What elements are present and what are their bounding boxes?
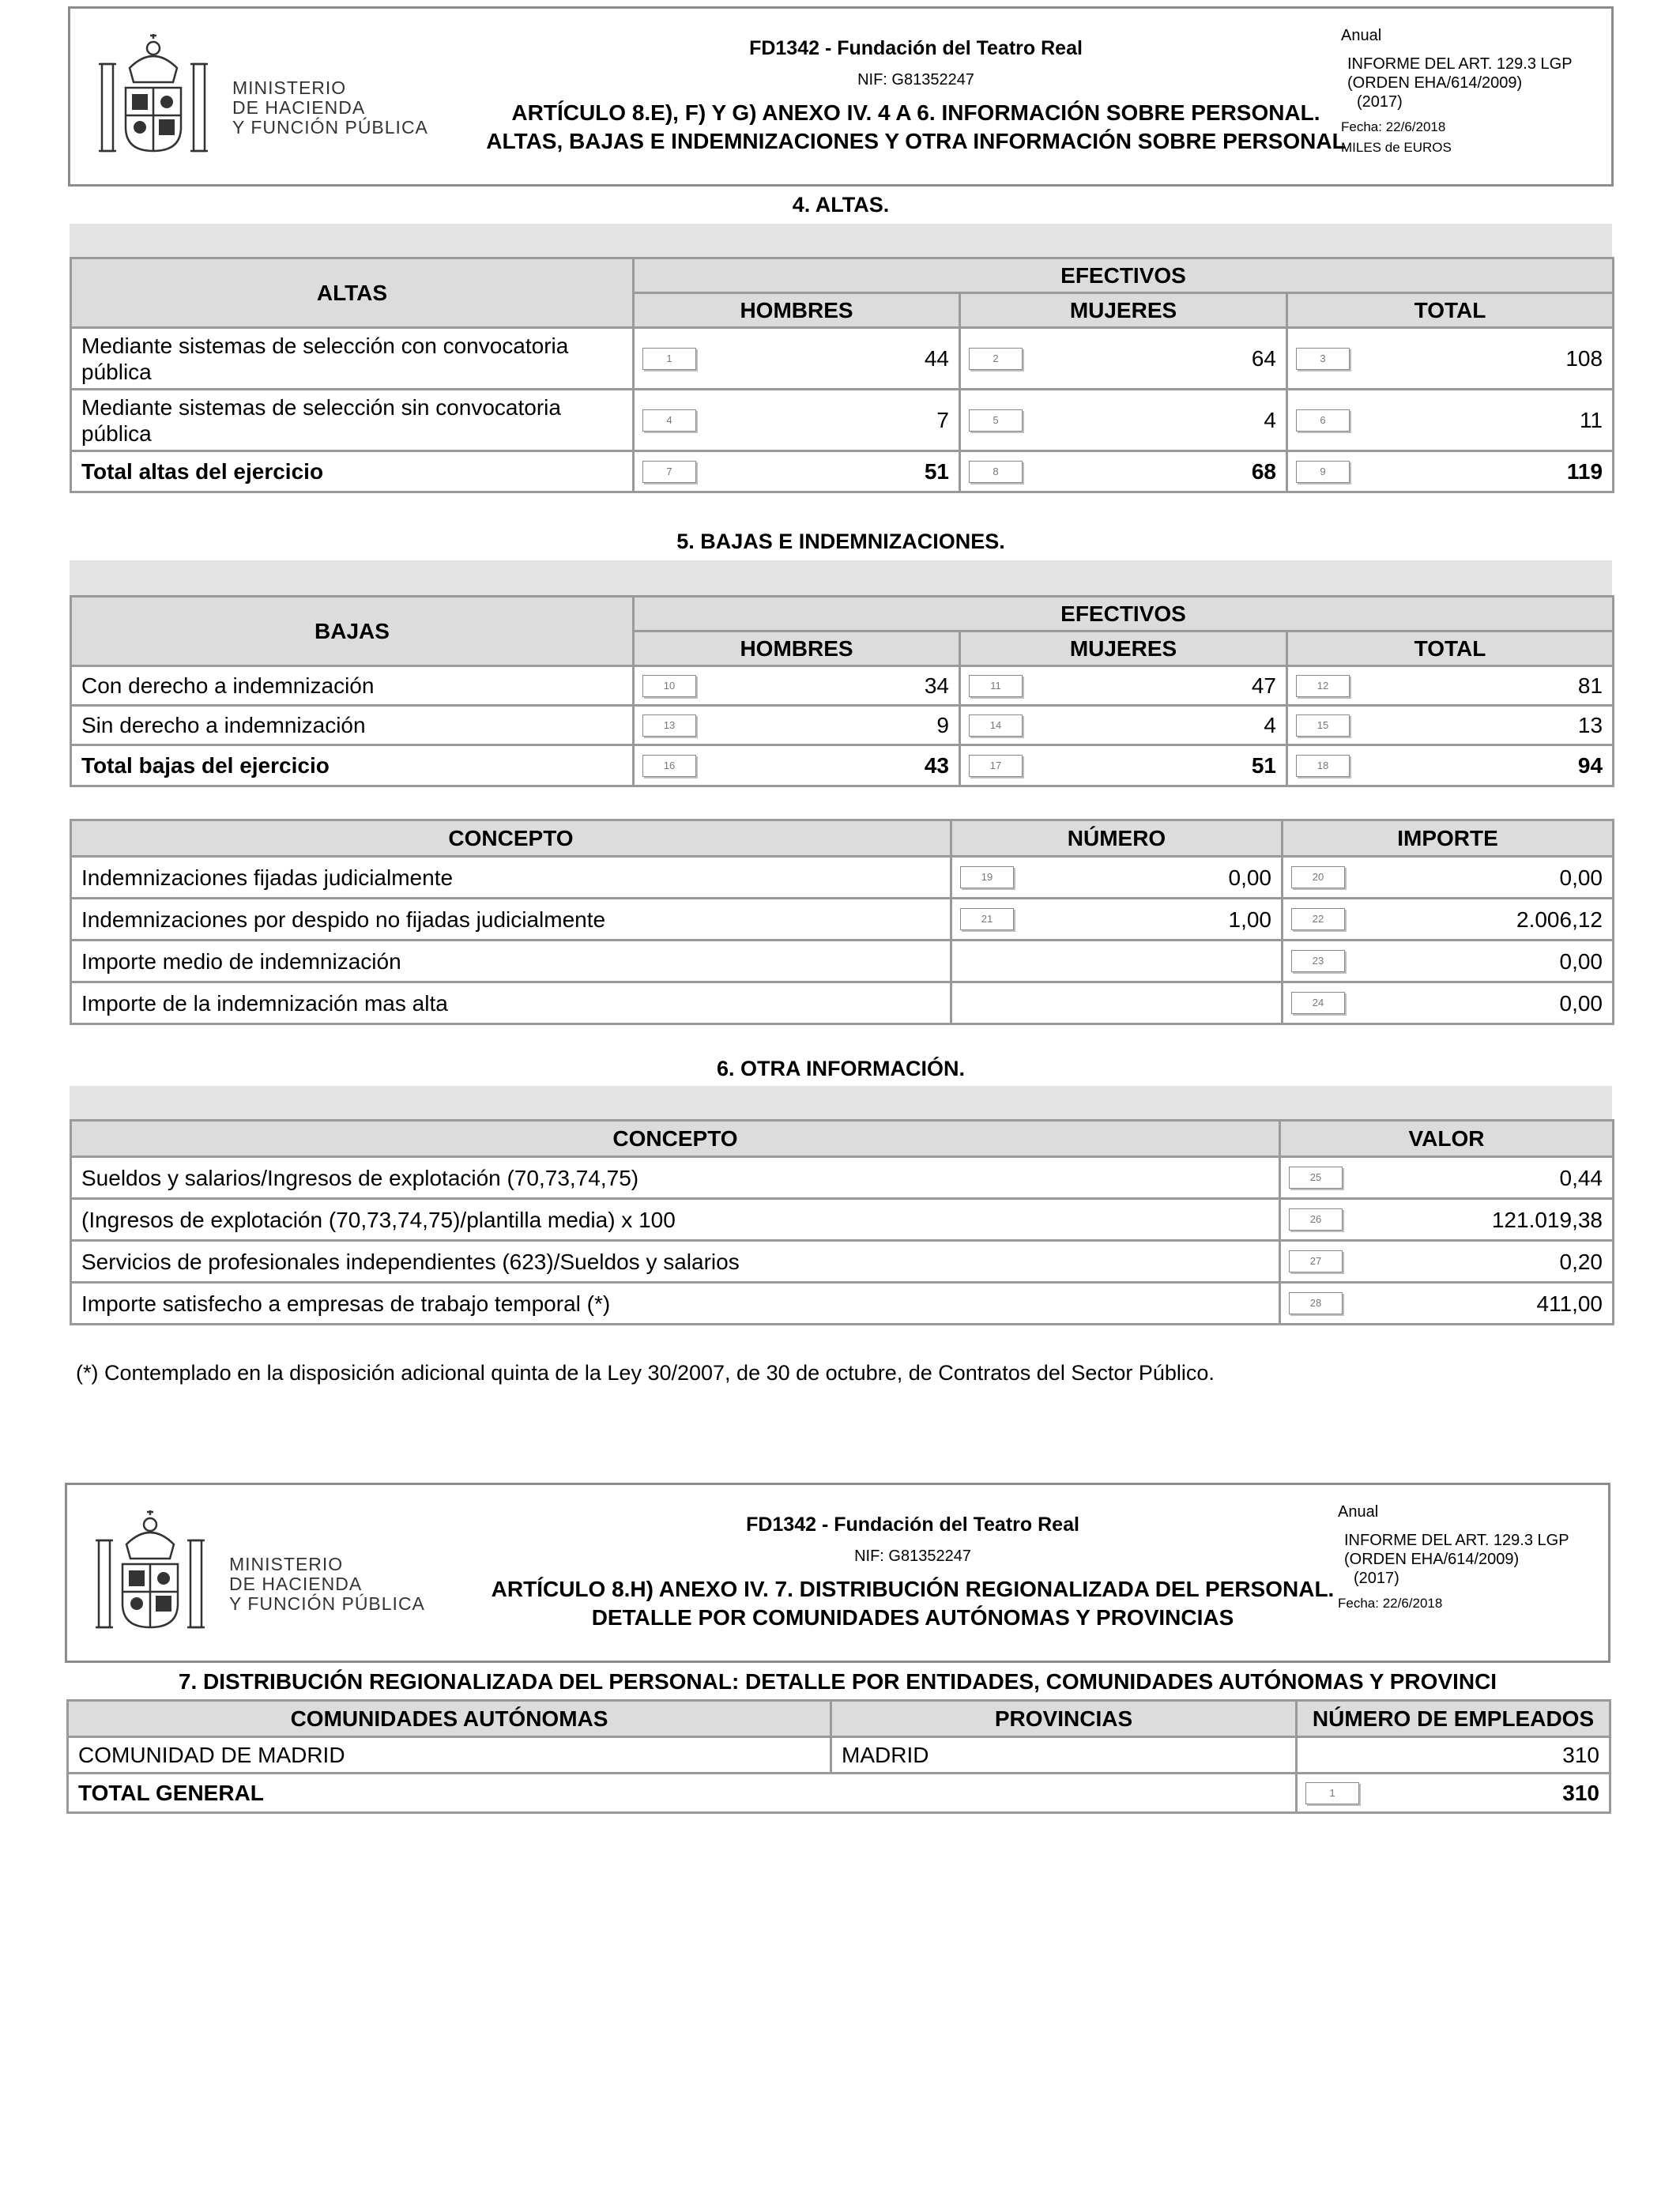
report-title-line2: DETALLE POR COMUNIDADES AUTÓNOMAS Y PROVINCIAS xyxy=(591,1605,1234,1630)
report-ref-1: INFORME DEL ART. 129.3 LGP xyxy=(1344,1532,1569,1549)
value: 0,20 xyxy=(1559,1249,1603,1274)
otra-section-title: 6. OTRA INFORMACIÓN. xyxy=(717,1057,965,1080)
coat-of-arms-logo xyxy=(91,1509,209,1635)
report-header-2 xyxy=(65,1483,1610,1663)
cell-empleados: 310 xyxy=(1297,1737,1610,1774)
col-comunidades: COMUNIDADES AUTÓNOMAS xyxy=(68,1701,831,1737)
periodicity: Anual xyxy=(1341,27,1382,44)
report-title-line1: ARTÍCULO 8.H) ANEXO IV. 7. DISTRIBUCIÓN REGIONALIZADA DEL PERSONAL. xyxy=(491,1577,1335,1601)
altas-band xyxy=(70,224,1612,257)
field-number-box: 12 xyxy=(1296,675,1350,697)
total-row xyxy=(68,1774,1610,1813)
table-row xyxy=(71,328,1614,390)
col-importe: IMPORTE xyxy=(1283,820,1614,857)
field-number-box: 17 xyxy=(969,755,1023,777)
value: 0,44 xyxy=(1559,1165,1603,1190)
value-total: 11 xyxy=(1579,408,1603,432)
col-concepto: CONCEPTO xyxy=(71,820,951,857)
value-importe: 2.006,12 xyxy=(1516,907,1603,932)
table-row xyxy=(71,706,1614,745)
row-label: Importe medio de indemnización xyxy=(71,941,951,982)
regional-section-title: 7. DISTRIBUCIÓN REGIONALIZADA DEL PERSONAL: DETALLE POR ENTIDADES, COMUNIDADES AUTÓNOMAS Y PROVINCI xyxy=(178,1669,1497,1694)
row-label: Con derecho a indemnización xyxy=(71,666,634,706)
value-total: 81 xyxy=(1577,673,1603,698)
header-center xyxy=(426,37,1406,156)
altas-section-title: 4. ALTAS. xyxy=(792,193,890,217)
empty-cell xyxy=(951,941,1283,982)
altas-col-group: EFECTIVOS xyxy=(634,258,1614,293)
row-label: Importe de la indemnización mas alta xyxy=(71,982,951,1024)
organization-name: FD1342 - Fundación del Teatro Real xyxy=(749,37,1083,59)
table-row xyxy=(68,1737,1610,1774)
value-importe: 0,00 xyxy=(1559,865,1603,890)
bajas-section-title: 5. BAJAS E INDEMNIZACIONES. xyxy=(676,530,1005,553)
field-number-box: 19 xyxy=(960,866,1014,888)
altas-col-hombres: HOMBRES xyxy=(634,293,960,328)
row-label: Total altas del ejercicio xyxy=(71,451,634,492)
value-mujeres: 64 xyxy=(1251,346,1276,371)
indemnizaciones-table xyxy=(70,819,1614,1025)
table-row xyxy=(71,982,1614,1024)
report-header xyxy=(68,6,1614,187)
value-mujeres: 47 xyxy=(1251,673,1276,698)
field-number-box: 15 xyxy=(1296,714,1350,737)
value-numero: 0,00 xyxy=(1228,865,1271,890)
currency-units: MILES de EUROS xyxy=(1341,140,1452,155)
field-number-box: 23 xyxy=(1291,950,1345,972)
value-hombres: 9 xyxy=(936,713,949,737)
field-number-box: 2 xyxy=(969,348,1023,370)
value-mujeres: 4 xyxy=(1264,408,1276,432)
field-number-box: 4 xyxy=(642,409,696,432)
table-row xyxy=(71,899,1614,941)
value-hombres: 44 xyxy=(924,346,949,371)
field-number-box: 16 xyxy=(642,755,696,777)
bajas-col-total: TOTAL xyxy=(1287,631,1614,666)
value-numero: 1,00 xyxy=(1228,907,1271,932)
field-number-box: 8 xyxy=(969,461,1023,483)
table-row xyxy=(71,390,1614,451)
field-number-box: 10 xyxy=(642,675,696,697)
total-label: TOTAL GENERAL xyxy=(68,1774,1297,1813)
row-label: Sin derecho a indemnización xyxy=(71,706,634,745)
report-ref-1: INFORME DEL ART. 129.3 LGP xyxy=(1347,55,1573,73)
value-importe: 0,00 xyxy=(1559,990,1603,1016)
col-valor: VALOR xyxy=(1280,1121,1614,1157)
field-number-box: 26 xyxy=(1289,1208,1343,1231)
report-date: Fecha: 22/6/2018 xyxy=(1338,1596,1443,1611)
table-row xyxy=(71,1199,1614,1241)
altas-table xyxy=(70,257,1614,493)
field-number-box: 20 xyxy=(1291,866,1345,888)
bajas-col-mujeres: MUJERES xyxy=(960,631,1287,666)
field-number-box: 25 xyxy=(1289,1167,1343,1189)
field-number-box: 13 xyxy=(642,714,696,737)
field-number-box: 27 xyxy=(1289,1250,1343,1272)
report-year: (2017) xyxy=(1354,1570,1399,1587)
header-meta xyxy=(1338,1502,1607,1613)
field-number-box: 11 xyxy=(969,675,1023,697)
table-row xyxy=(71,941,1614,982)
ministry-name: MINISTERIO DE HACIENDA Y FUNCIÓN PÚBLICA xyxy=(232,77,428,138)
value-total: 94 xyxy=(1577,753,1603,778)
row-label: Servicios de profesionales independientes (623)/Sueldos y salarios xyxy=(71,1241,1280,1283)
field-number-box: 1 xyxy=(642,348,696,370)
col-provincias: PROVINCIAS xyxy=(831,1701,1297,1737)
value-total: 108 xyxy=(1565,346,1603,371)
table-row xyxy=(71,1157,1614,1199)
nif: NIF: G81352247 xyxy=(854,1547,971,1565)
field-number-box: 6 xyxy=(1296,409,1350,432)
footnote: (*) Contemplado en la disposición adicional quinta de la Ley 30/2007, de 30 de octubre, de Contratos del Sector Público. xyxy=(76,1361,1215,1385)
header-meta xyxy=(1341,26,1610,157)
field-number-box: 3 xyxy=(1296,348,1350,370)
bajas-col-group: EFECTIVOS xyxy=(634,597,1614,631)
empty-cell xyxy=(951,982,1283,1024)
row-label: Mediante sistemas de selección sin convocatoria pública xyxy=(71,390,634,451)
ministry-name: MINISTERIO DE HACIENDA Y FUNCIÓN PÚBLICA xyxy=(229,1554,425,1614)
table-row xyxy=(71,1283,1614,1325)
report-title-line2: ALTAS, BAJAS E INDEMNIZACIONES Y OTRA INFORMACIÓN SOBRE PERSONAL xyxy=(486,129,1346,153)
field-number-box: 14 xyxy=(969,714,1023,737)
row-label: (Ingresos de explotación (70,73,74,75)/plantilla media) x 100 xyxy=(71,1199,1280,1241)
row-label: Importe satisfecho a empresas de trabajo temporal (*) xyxy=(71,1283,1280,1325)
organization-name: FD1342 - Fundación del Teatro Real xyxy=(746,1514,1079,1536)
report-year: (2017) xyxy=(1357,93,1403,111)
value-hombres: 43 xyxy=(924,753,949,778)
cell-comunidad: COMUNIDAD DE MADRID xyxy=(68,1737,831,1774)
bajas-col-main: BAJAS xyxy=(71,597,634,666)
value-total: 13 xyxy=(1577,713,1603,737)
field-number-box: 22 xyxy=(1291,908,1345,930)
report-ref-2: (ORDEN EHA/614/2009) xyxy=(1344,1551,1520,1568)
row-label: Indemnizaciones por despido no fijadas judicialmente xyxy=(71,899,951,941)
altas-col-main: ALTAS xyxy=(71,258,634,328)
cell-provincia: MADRID xyxy=(831,1737,1297,1774)
field-number-box: 18 xyxy=(1296,755,1350,777)
table-row xyxy=(71,1241,1614,1283)
otra-band xyxy=(70,1086,1612,1119)
value-importe: 0,00 xyxy=(1559,948,1603,974)
value: 411,00 xyxy=(1536,1291,1603,1316)
report-title-line1: ARTÍCULO 8.E), F) Y G) ANEXO IV. 4 A 6. INFORMACIÓN SOBRE PERSONAL. xyxy=(511,100,1320,125)
row-label: Sueldos y salarios/Ingresos de explotación (70,73,74,75) xyxy=(71,1157,1280,1199)
bajas-col-hombres: HOMBRES xyxy=(634,631,960,666)
total-value: 310 xyxy=(1562,1781,1599,1805)
col-empleados: NÚMERO DE EMPLEADOS xyxy=(1297,1701,1610,1737)
header-center xyxy=(423,1514,1403,1632)
field-number-box: 5 xyxy=(969,409,1023,432)
otra-table xyxy=(70,1119,1614,1325)
bajas-table xyxy=(70,595,1614,787)
field-number-box: 1 xyxy=(1305,1782,1359,1804)
altas-col-total: TOTAL xyxy=(1287,293,1614,328)
value-mujeres: 51 xyxy=(1251,753,1276,778)
field-number-box: 24 xyxy=(1291,992,1345,1014)
col-numero: NÚMERO xyxy=(951,820,1283,857)
row-label: Total bajas del ejercicio xyxy=(71,745,634,786)
value: 121.019,38 xyxy=(1491,1207,1603,1232)
row-label: Mediante sistemas de selección con convocatoria pública xyxy=(71,328,634,390)
field-number-box: 28 xyxy=(1289,1292,1343,1314)
value-mujeres: 4 xyxy=(1264,713,1276,737)
col-concepto: CONCEPTO xyxy=(71,1121,1280,1157)
row-label: Indemnizaciones fijadas judicialmente xyxy=(71,857,951,899)
report-ref-2: (ORDEN EHA/614/2009) xyxy=(1347,74,1523,92)
nif: NIF: G81352247 xyxy=(857,71,974,89)
field-number-box: 7 xyxy=(642,461,696,483)
field-number-box: 21 xyxy=(960,908,1014,930)
value-mujeres: 68 xyxy=(1251,459,1276,484)
value-hombres: 51 xyxy=(924,459,949,484)
total-row xyxy=(71,745,1614,786)
coat-of-arms-logo xyxy=(94,32,213,159)
bajas-band xyxy=(70,560,1612,595)
regional-table xyxy=(66,1699,1611,1814)
value-total: 119 xyxy=(1566,459,1603,484)
periodicity: Anual xyxy=(1338,1503,1379,1521)
table-row xyxy=(71,857,1614,899)
table-row xyxy=(71,666,1614,706)
value-hombres: 34 xyxy=(924,673,949,698)
total-row xyxy=(71,451,1614,492)
altas-col-mujeres: MUJERES xyxy=(960,293,1287,328)
value-hombres: 7 xyxy=(936,408,949,432)
report-date: Fecha: 22/6/2018 xyxy=(1341,119,1446,134)
field-number-box: 9 xyxy=(1296,461,1350,483)
